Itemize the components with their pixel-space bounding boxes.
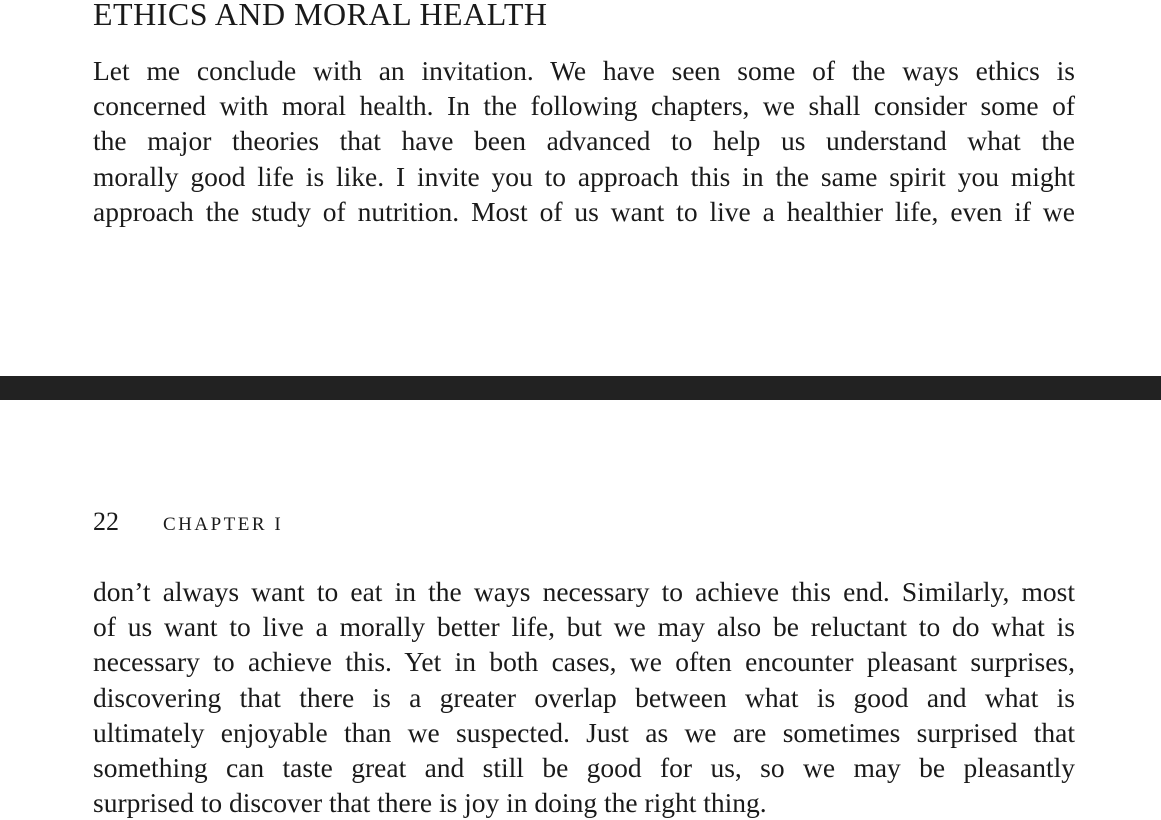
paragraph-line: approach the study of nutrition. Most of us want to live a healthier life, even if we [93,195,1075,227]
previous-page-content [0,0,1161,376]
paragraph-line: discovering that there is a greater overlap between what is good and what is [93,681,1075,713]
paragraph-line: don’t always want to eat in the ways necessary to achieve this end. Similarly, most [93,576,1075,607]
paragraph-line: Let me conclude with an invitation. We have seen some of the ways ethics is [93,55,1075,86]
paragraph-line: concerned with moral health. In the following chapters, we shall consider some of [93,90,1075,122]
paragraph-line: of us want to live a morally better life, but we may also be reluctant to do what is [93,611,1075,643]
paragraph-line: the major theories that have been advanced to help us understand what the [93,125,1075,157]
page-number: 22 [93,507,119,536]
page-break-divider [0,376,1161,400]
bottom-paragraph [93,574,1075,820]
paragraph-line: surprised to discover that there is joy in doing the right thing. [93,787,767,819]
paragraph-line: ultimately enjoyable than we suspected. Just as we are sometimes surprised that [93,716,1075,748]
paragraph-line: necessary to achieve this. Yet in both cases, we often encounter pleasant surprises, [93,646,1075,678]
section-heading: ETHICS AND MORAL HEALTH [93,0,548,32]
paragraph-line: something can taste great and still be good for us, so we may be pleasantly [93,751,1075,783]
chapter-label: CHAPTER I [163,514,284,535]
paragraph-line: morally good life is like. I invite you to approach this in the same spirit you might [93,160,1075,192]
top-paragraph [93,53,1075,229]
running-head [93,506,283,538]
